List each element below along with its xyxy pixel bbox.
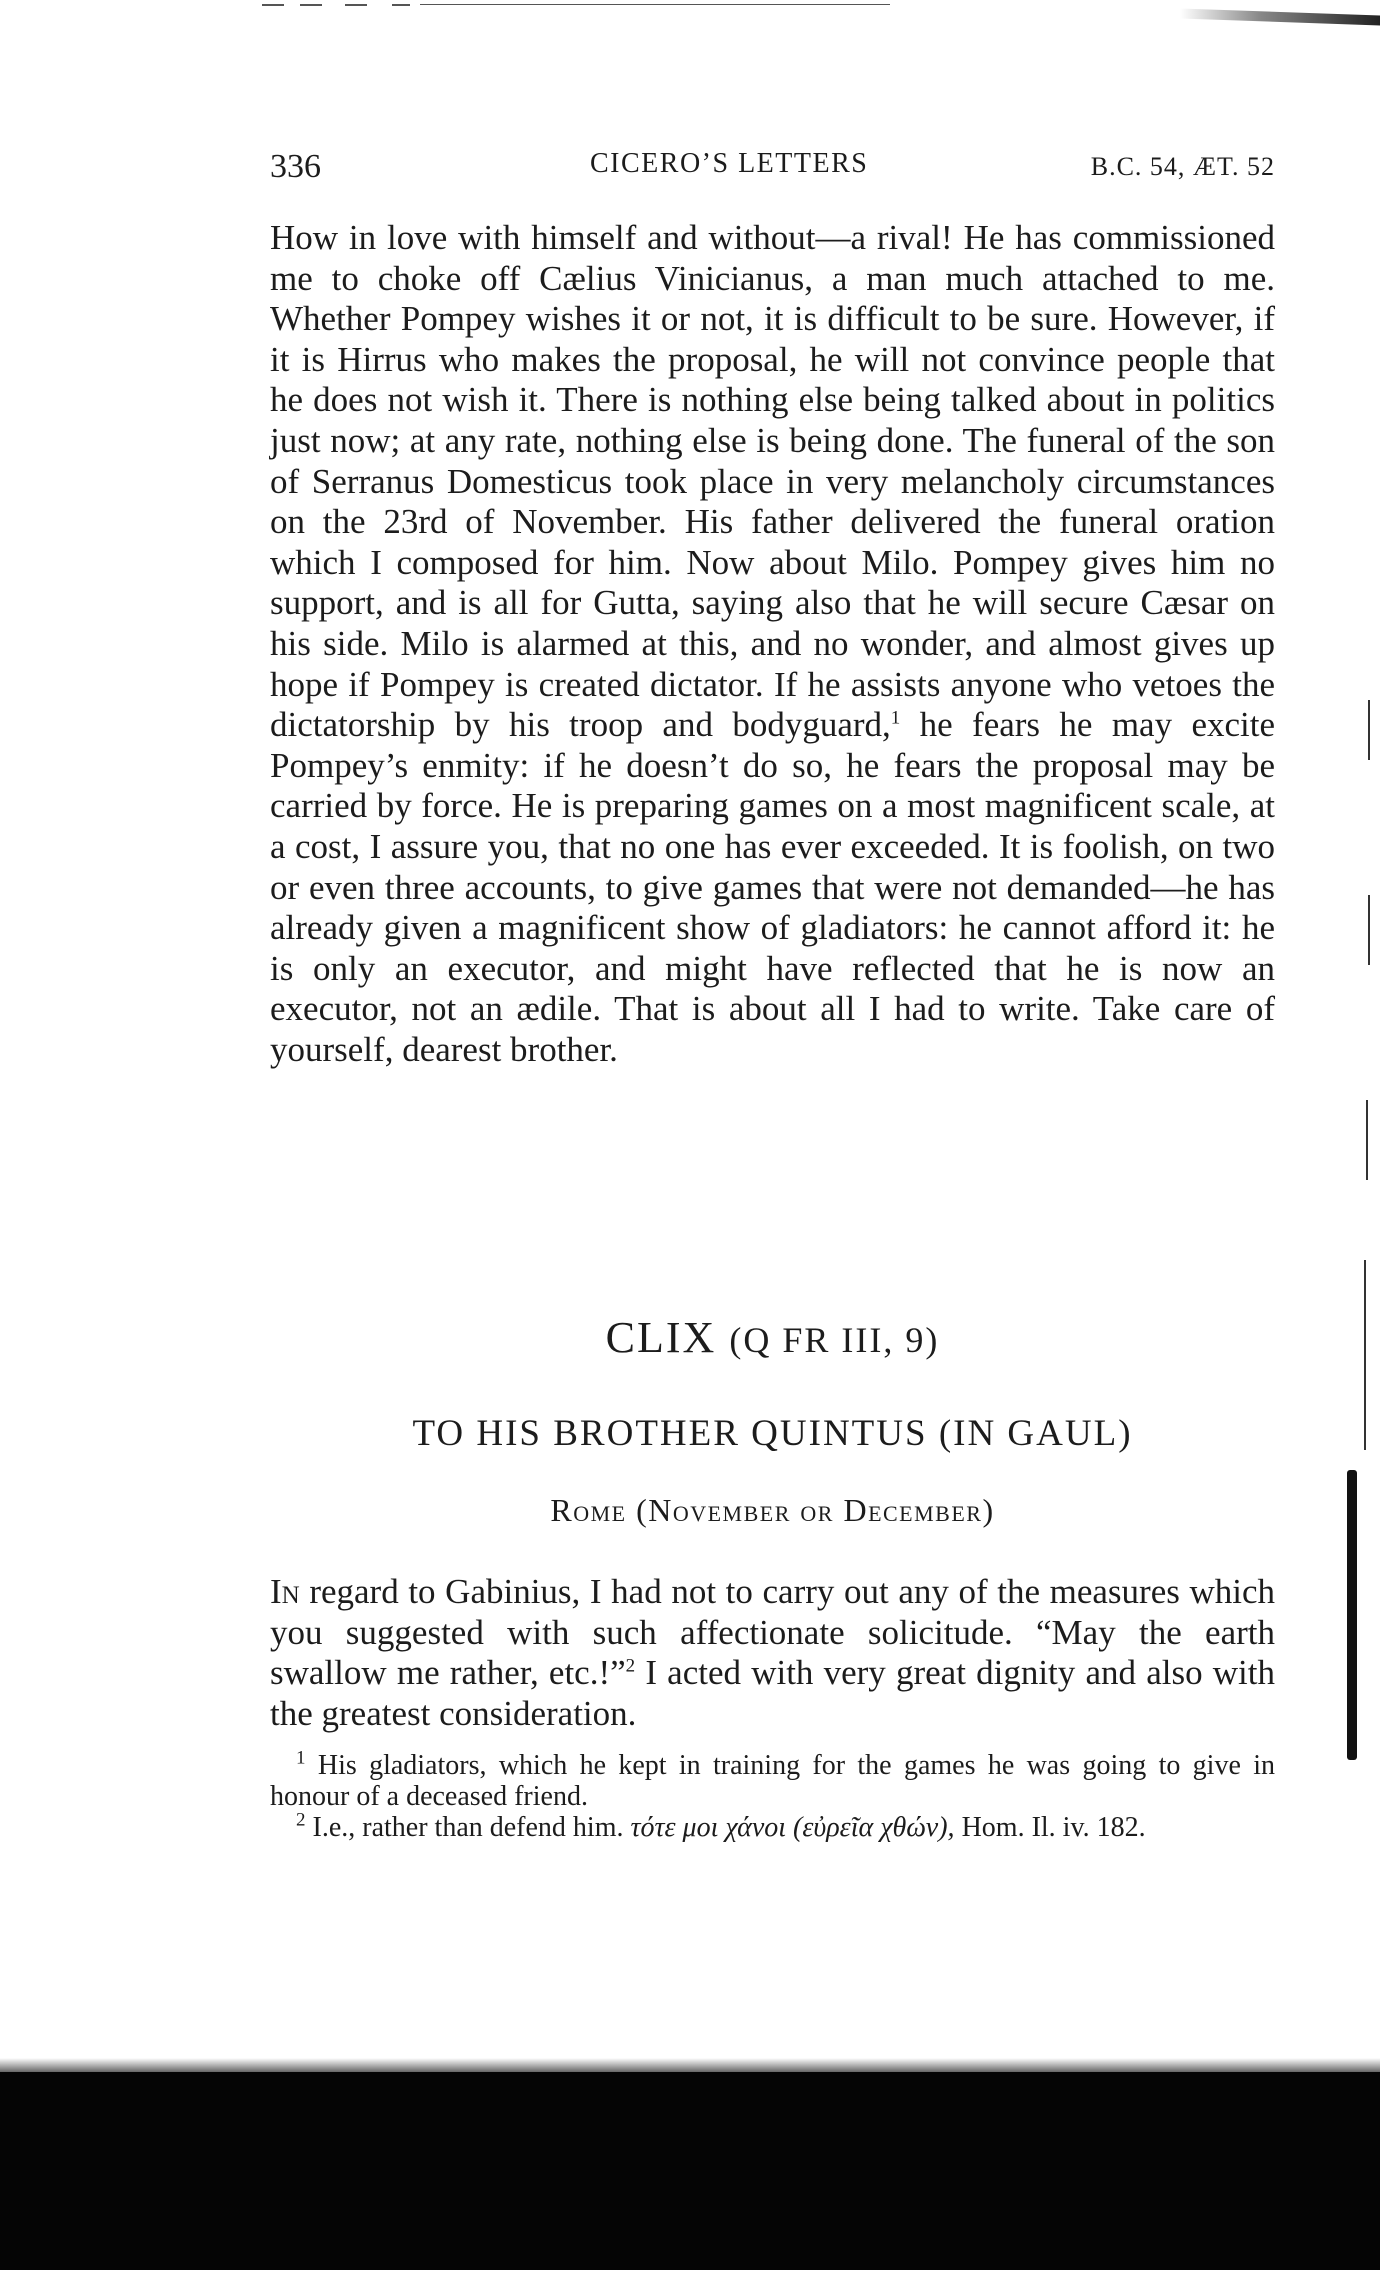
paragraph-text-continued: he fears he may excite Pompey’s enmity: if he doesn’t do so, he fears the proposal may be carried by force. He is preparing games on a most magnificent scale, at a cost, I assure you, that no one has ever exceeded. It is foolish, on two or even three accounts, to give games that were not demanded—he has already given a magnificent show of gladiators: he cannot afford it: he is only an executor, and might have reflected that he is now an executor, not an ædile. That is about all I had to write. Take care of yourself, dearest brother. (270, 705, 1275, 1069)
footnote-marker: 2 (296, 1809, 306, 1831)
scan-corner-shadow (1180, 9, 1380, 26)
body-paragraph (270, 218, 1275, 1070)
scan-edge-mark (300, 4, 322, 6)
scan-bottom-border (0, 2072, 1380, 2270)
footnotes (270, 1747, 1275, 1843)
margin-scan-shadow (1347, 1470, 1357, 1760)
footnote-text: I.e., rather than defend him. (312, 1812, 624, 1843)
letter-number: CLIX (605, 1313, 717, 1362)
scan-edge-mark (345, 4, 367, 6)
footnote-ref[interactable]: 1 (890, 707, 901, 729)
letter-text: regard to Gabinius, I had not to carry out any of the measures which you suggested with such affectionate solicitude. “May the earth swallow me rather, etc.!” (270, 1572, 1275, 1692)
margin-scan-mark (1368, 895, 1370, 965)
footnote-ref[interactable]: 2 (625, 1655, 636, 1677)
letter-text-continued: I acted with very great dignity and also with the greatest consideration. (270, 1653, 1275, 1733)
scan-edge-mark (262, 4, 284, 6)
running-header (270, 138, 1275, 188)
letter-opening-paragraph (270, 1572, 1275, 1734)
letter-number-heading (270, 1312, 1275, 1363)
margin-scan-mark (1366, 1100, 1368, 1180)
footnote-text: His gladiators, which he kept in training for the games he was going to give in honour of a deceased friend. (270, 1750, 1275, 1812)
paragraph-text: How in love with himself and without—a rival! He has commissioned me to choke off Cælius Vinicianus, a man much attached to me. Whether Pompey wishes it or not, it is difficult to be sure. However, if it is Hirrus who makes the proposal, he will not convince people that he does not wish it. There is nothing else being talked about in politics just now; at any rate, nothing else is being done. The funeral of the son of Serranus Domesticus took place in very melancholy circumstances on the 23rd of November. His father delivered the funeral oration which I composed for him. Now about Milo. Pompey gives him no support, and is all for Gutta, saying also that he will secure Cæsar on his side. Milo is alarmed at this, and no wonder, and almost gives up hope if Pompey is created dictator. If he assists anyone who vetoes the dictatorship by his troop and bodyguard, (270, 218, 1275, 745)
running-title: CICERO’S LETTERS (590, 148, 869, 179)
greek-quotation: τότε μοι χάνοι (εὐρεῖα χθών), (630, 1812, 955, 1843)
page-number: 336 (270, 148, 321, 185)
letter-title: TO HIS BROTHER QUINTUS (IN GAUL) (412, 1413, 1133, 1454)
footnote-marker: 1 (296, 1747, 306, 1769)
margin-scan-mark (1368, 700, 1370, 760)
footnote-2 (270, 1809, 1275, 1843)
letter-place-date: Rome (November or December) (550, 1492, 995, 1528)
footnote-1 (270, 1747, 1275, 1812)
drop-word: In (270, 1572, 300, 1611)
date-reference: B.C. 54, ÆT. 52 (1090, 152, 1275, 181)
margin-scan-mark (1364, 1260, 1366, 1450)
footnote-citation: Hom. Il. iv. 182. (961, 1812, 1146, 1843)
scan-edge-mark (392, 4, 410, 6)
letter-reference: (Q FR III, 9) (729, 1320, 940, 1360)
scan-edge-line (420, 4, 890, 5)
